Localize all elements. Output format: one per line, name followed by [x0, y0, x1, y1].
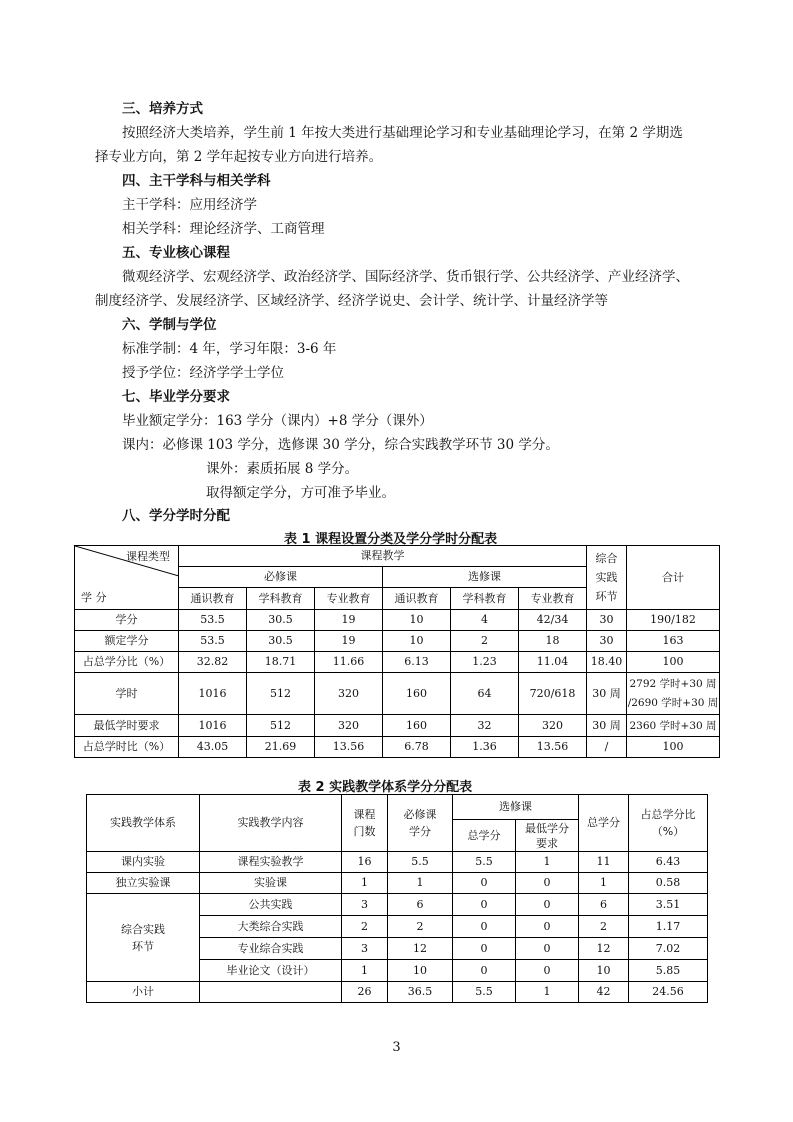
- table-row: [75, 673, 720, 715]
- sub-header-major: 专业教育: [519, 588, 587, 610]
- sub-header-general: 通识教育: [383, 588, 451, 610]
- cell: 30 周: [587, 715, 627, 737]
- table-row: [87, 894, 708, 916]
- cell: 42/34: [519, 610, 587, 631]
- cell: 6.78: [383, 737, 451, 758]
- cell: 6.13: [383, 652, 451, 673]
- section-6-heading: 六、学制与学位: [122, 317, 217, 333]
- cell: 1: [388, 873, 453, 894]
- system-header: 实践教学体系: [87, 795, 200, 852]
- elective-header: 选修课: [453, 795, 579, 820]
- cell: 320: [519, 715, 587, 737]
- content-header: 实践教学内容: [200, 795, 342, 852]
- section-3-paragraph-line-2: 择专业方向，第 2 学年起按专业方向进行培养。: [95, 149, 383, 165]
- cell: 10: [579, 960, 629, 982]
- elective-total-credit-header: 总学分: [453, 820, 516, 852]
- content-cell: 专业综合实践: [200, 938, 342, 960]
- cell: 21.69: [247, 737, 315, 758]
- cell: 6: [579, 894, 629, 916]
- cell: 1016: [179, 673, 247, 715]
- cell: 1.23: [451, 652, 519, 673]
- cell: 18: [519, 631, 587, 652]
- cell: 1.36: [451, 737, 519, 758]
- cell: 0.58: [629, 873, 708, 894]
- cell: 53.5: [179, 631, 247, 652]
- section-8-heading: 八、学分学时分配: [122, 508, 230, 524]
- row-label: 学时: [75, 673, 179, 715]
- sub-header-discipline: 学科教育: [247, 588, 315, 610]
- cell: 11.04: [519, 652, 587, 673]
- cell: 512: [247, 673, 315, 715]
- cell: 100: [627, 737, 720, 758]
- cell: 0: [453, 894, 516, 916]
- row-label: 最低学时要求: [75, 715, 179, 737]
- credit-distribution-table: [74, 545, 720, 758]
- subtotal-row: [87, 982, 708, 1003]
- cell: 18.71: [247, 652, 315, 673]
- cell: 19: [315, 631, 383, 652]
- cell: 30: [587, 610, 627, 631]
- cell: 43.05: [179, 737, 247, 758]
- cell: 0: [453, 960, 516, 982]
- table-1-caption: 表 1 课程设置分类及学分学时分配表: [284, 532, 498, 547]
- content-cell: 毕业论文（设计）: [200, 960, 342, 982]
- elective-header: 选修课: [383, 567, 587, 588]
- cell: 5.5: [453, 852, 516, 873]
- required-credit-header: 必修课 学分: [388, 795, 453, 852]
- content-cell: [200, 982, 342, 1003]
- cell: 2: [451, 631, 519, 652]
- sub-header-major: 专业教育: [315, 588, 383, 610]
- cell: 320: [315, 673, 383, 715]
- sub-header-general: 通识教育: [179, 588, 247, 610]
- cell: 30.5: [247, 610, 315, 631]
- cell: 7.02: [629, 938, 708, 960]
- credit-label: 学 分: [81, 591, 107, 604]
- cell: 5.85: [629, 960, 708, 982]
- page-number: 3: [392, 1040, 401, 1055]
- cell: 12: [388, 938, 453, 960]
- cell: 1: [579, 873, 629, 894]
- section-7-heading: 七、毕业学分要求: [122, 389, 230, 405]
- section-3-paragraph-line-1: 按照经济大类培养，学生前 1 年按大类进行基础理论学习和专业基础理论学习，在第 2 学期选: [122, 125, 683, 141]
- cell: 13.56: [315, 737, 383, 758]
- cell: 16: [342, 852, 388, 873]
- cell: 1: [342, 873, 388, 894]
- cell: 26: [342, 982, 388, 1003]
- cell: 0: [516, 894, 579, 916]
- system-cell: 课内实验: [87, 852, 200, 873]
- table-row: [75, 631, 720, 652]
- content-cell: 大类综合实践: [200, 916, 342, 938]
- cell: 1: [516, 852, 579, 873]
- cell: 0: [516, 873, 579, 894]
- section-5-heading: 五、专业核心课程: [122, 245, 230, 261]
- cell: 0: [453, 873, 516, 894]
- cell: 3: [342, 938, 388, 960]
- cell: 30: [587, 631, 627, 652]
- subtotal-label: 小计: [87, 982, 200, 1003]
- table-row: [75, 610, 720, 631]
- core-courses-line-1: 微观经济学、宏观经济学、政治经济学、国际经济学、货币银行学、公共经济学、产业经济学、: [122, 269, 689, 285]
- row-label: 占总学时比（%）: [75, 737, 179, 758]
- main-discipline: 主干学科：应用经济学: [122, 197, 257, 213]
- cell: 0: [516, 916, 579, 938]
- cell: 13.56: [519, 737, 587, 758]
- cell: 18.40: [587, 652, 627, 673]
- related-discipline: 相关学科：理论经济学、工商管理: [122, 221, 325, 237]
- cell: 512: [247, 715, 315, 737]
- system-cell: 综合实践 环节: [87, 894, 200, 982]
- cell: 320: [315, 715, 383, 737]
- cell: 0: [516, 938, 579, 960]
- system-cell: 独立实验课: [87, 873, 200, 894]
- table-row: [75, 652, 720, 673]
- cell: 1016: [179, 715, 247, 737]
- cell: 64: [451, 673, 519, 715]
- graduation-note: 取得额定学分，方可准予毕业。: [206, 485, 395, 501]
- cell: 160: [383, 715, 451, 737]
- cell: 0: [516, 960, 579, 982]
- cell: 160: [383, 673, 451, 715]
- cell: 24.56: [629, 982, 708, 1003]
- cell: 3.51: [629, 894, 708, 916]
- section-3-heading: 三、培养方式: [122, 101, 203, 117]
- cell: 720/618: [519, 673, 587, 715]
- cell: /: [587, 737, 627, 758]
- section-4-heading: 四、主干学科与相关学科: [122, 173, 271, 189]
- content-cell: 实验课: [200, 873, 342, 894]
- core-courses-line-2: 制度经济学、发展经济学、区域经济学、经济学说史、会计学、统计学、计量经济学等: [95, 293, 608, 309]
- cell: 32.82: [179, 652, 247, 673]
- cell: 30 周: [587, 673, 627, 715]
- cell: 53.5: [179, 610, 247, 631]
- extracurricular-credits: 课外：素质拓展 8 学分。: [206, 461, 359, 477]
- cell: 100: [627, 652, 720, 673]
- cell: 2: [579, 916, 629, 938]
- row-label: 占总学分比（%）: [75, 652, 179, 673]
- table-2-caption: 表 2 实践教学体系学分分配表: [298, 780, 473, 795]
- total-header: 合计: [627, 546, 720, 610]
- cell: 2792 学时+30 周 /2690 学时+30 周: [627, 673, 720, 715]
- cell: 30.5: [247, 631, 315, 652]
- cell: 11: [579, 852, 629, 873]
- required-header: 必修课: [179, 567, 383, 588]
- cell: 1.17: [629, 916, 708, 938]
- cell: 190/182: [627, 610, 720, 631]
- cell: 2: [342, 916, 388, 938]
- cell: 19: [315, 610, 383, 631]
- cell: 2360 学时+30 周: [627, 715, 720, 737]
- study-duration: 标准学制：4 年，学习年限：3-6 年: [122, 341, 337, 357]
- cell: 6: [388, 894, 453, 916]
- practice-credit-table: [86, 794, 708, 1003]
- cell: 0: [453, 916, 516, 938]
- course-count-header: 课程 门数: [342, 795, 388, 852]
- ratio-header: 占总学分比 （%）: [629, 795, 708, 852]
- graduation-credits: 毕业额定学分：163 学分（课内）+8 学分（课外）: [122, 413, 433, 429]
- content-cell: 公共实践: [200, 894, 342, 916]
- content-cell: 课程实验教学: [200, 852, 342, 873]
- sum-credit-header: 总学分: [579, 795, 629, 852]
- degree-awarded: 授予学位：经济学学士学位: [122, 365, 284, 381]
- cell: 6.43: [629, 852, 708, 873]
- table-row: [75, 737, 720, 758]
- cell: 11.66: [315, 652, 383, 673]
- cell: 12: [579, 938, 629, 960]
- cell: 32: [451, 715, 519, 737]
- cell: 10: [388, 960, 453, 982]
- practice-header: 综合 实践 环节: [587, 546, 627, 610]
- course-teaching-header: 课程教学: [179, 546, 587, 567]
- table-row: [87, 873, 708, 894]
- diagonal-header-cell: [75, 546, 179, 610]
- cell: 5.5: [388, 852, 453, 873]
- sub-header-discipline: 学科教育: [451, 588, 519, 610]
- table-row: [87, 852, 708, 873]
- cell: 2: [388, 916, 453, 938]
- row-label: 额定学分: [75, 631, 179, 652]
- course-type-label: 课程类型: [126, 550, 170, 563]
- cell: 3: [342, 894, 388, 916]
- in-class-credits: 课内：必修课 103 学分，选修课 30 学分，综合实践教学环节 30 学分。: [122, 437, 559, 453]
- row-label: 学分: [75, 610, 179, 631]
- table-row: [75, 715, 720, 737]
- cell: 1: [342, 960, 388, 982]
- cell: 1: [516, 982, 579, 1003]
- cell: 36.5: [388, 982, 453, 1003]
- cell: 10: [383, 610, 451, 631]
- elective-min-credit-header: 最低学分 要求: [516, 820, 579, 852]
- cell: 5.5: [453, 982, 516, 1003]
- cell: 42: [579, 982, 629, 1003]
- cell: 4: [451, 610, 519, 631]
- cell: 0: [453, 938, 516, 960]
- cell: 10: [383, 631, 451, 652]
- cell: 163: [627, 631, 720, 652]
